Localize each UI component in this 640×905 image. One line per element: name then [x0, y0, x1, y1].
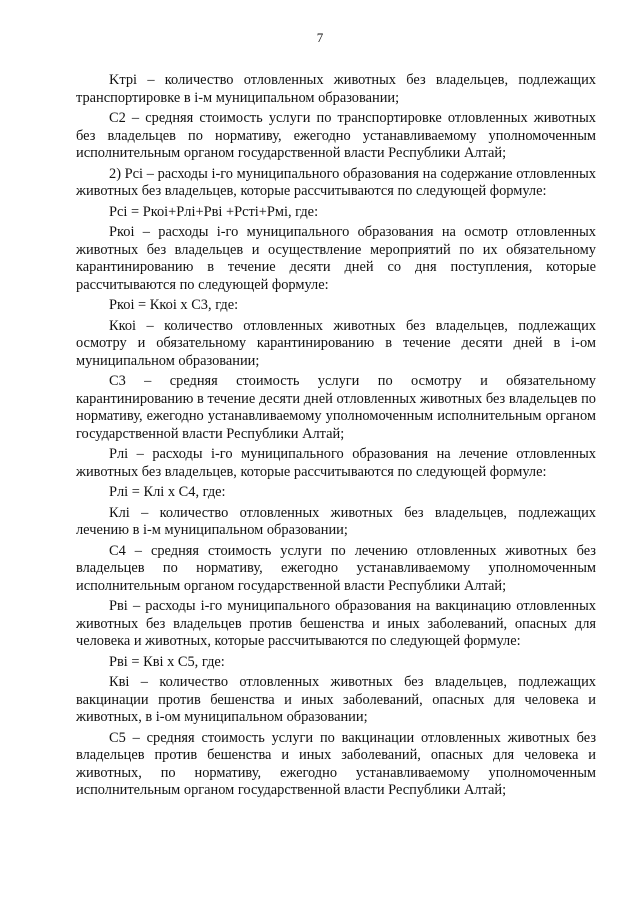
paragraph-kkoi-definition: Ккоi – количество отловленных животных без владельцев, подлежащих осмотру и обязательному карантинированию в течение десяти дней в i-ом муниципальном образовании;: [76, 317, 596, 369]
paragraph-c3-definition: С3 – средняя стоимость услуги по осмотру и обязательному карантинированию в течение десяти дней отловленных животных без владельцев по нормативу, ежегодно устанавливаемому уполномоченным исполнительным органом государственной власти Республики Алтай;: [76, 373, 596, 442]
paragraph-c2-definition: С2 – средняя стоимость услуги по транспортировке отловленных животных без владельцев по нормативу, ежегодно устанавливаемому уполномоченным исполнительным органом государственной власти Республики Алтай;: [76, 110, 596, 161]
formula-rsi: Рсi = Ркоi+Рлi+Рвi +Рстi+Рмi, где:: [109, 203, 319, 220]
document-body: [76, 72, 596, 800]
paragraph-kli-definition: Клi – количество отловленных животных без владельцев, подлежащих лечению в i-м муниципальном образовании;: [76, 504, 596, 538]
formula-rvi: Рвi = Квi х С5, где:: [109, 653, 225, 670]
paragraph-c4-definition: С4 – средняя стоимость услуги по лечению отловленных животных без владельцев по нормативу, ежегодно устанавливаемому уполномоченным исполнительным органом государственной власти Республики Алтай;: [76, 542, 596, 594]
formula-rkoi: Ркоi = Ккоi х С3, где:: [109, 297, 239, 313]
paragraph-rkoi-definition: Ркоi – расходы i-го муниципального образования на осмотр отловленных животных без владельцев и осуществление мероприятий по их обязательному карантинированию в течение десяти дней со дня поступления, которые рассчитываются по следующей формуле:: [76, 224, 596, 293]
formula-rli: Рлi = Клi х С4, где:: [109, 484, 226, 500]
page-number: 7: [316, 30, 324, 45]
paragraph-c5-definition: С5 – средняя стоимость услуги по вакцинации отловленных животных без владельцев против бешенства и иных заболеваний, опасных для человека и животных, по нормативу, ежегодно устанавливаемому уполномоченным исполнительным органом государственной власти Республики Алтай;: [76, 729, 596, 798]
paragraph-rvi-definition: Рвi – расходы i-го муниципального образования на вакцинацию отловленных животных без владельцев против бешенства и иных заболеваний, опасных для человека и животных, которые рассчитываются по следующей формуле:: [76, 598, 596, 649]
paragraph-ktri-definition: Kтрi – количество отловленных животных без владельцев, подлежащих транспортировке в i-м муниципальном образовании;: [76, 72, 596, 106]
paragraph-rsi-intro: 2) Рсi – расходы i-го муниципального образования на содержание отловленных животных без владельцев, которые рассчитываются по следующей формуле:: [76, 165, 596, 199]
paragraph-rli-definition: Рлi – расходы i-го муниципального образования на лечение отловленных животных без владельцев, которые рассчитываются по следующей формуле:: [76, 446, 596, 480]
paragraph-kvi-definition: Квi – количество отловленных животных без владельцев, подлежащих вакцинации против бешенства и иных заболеваний, опасных для человека и животных, в i-ом муниципальном образовании;: [76, 674, 596, 725]
